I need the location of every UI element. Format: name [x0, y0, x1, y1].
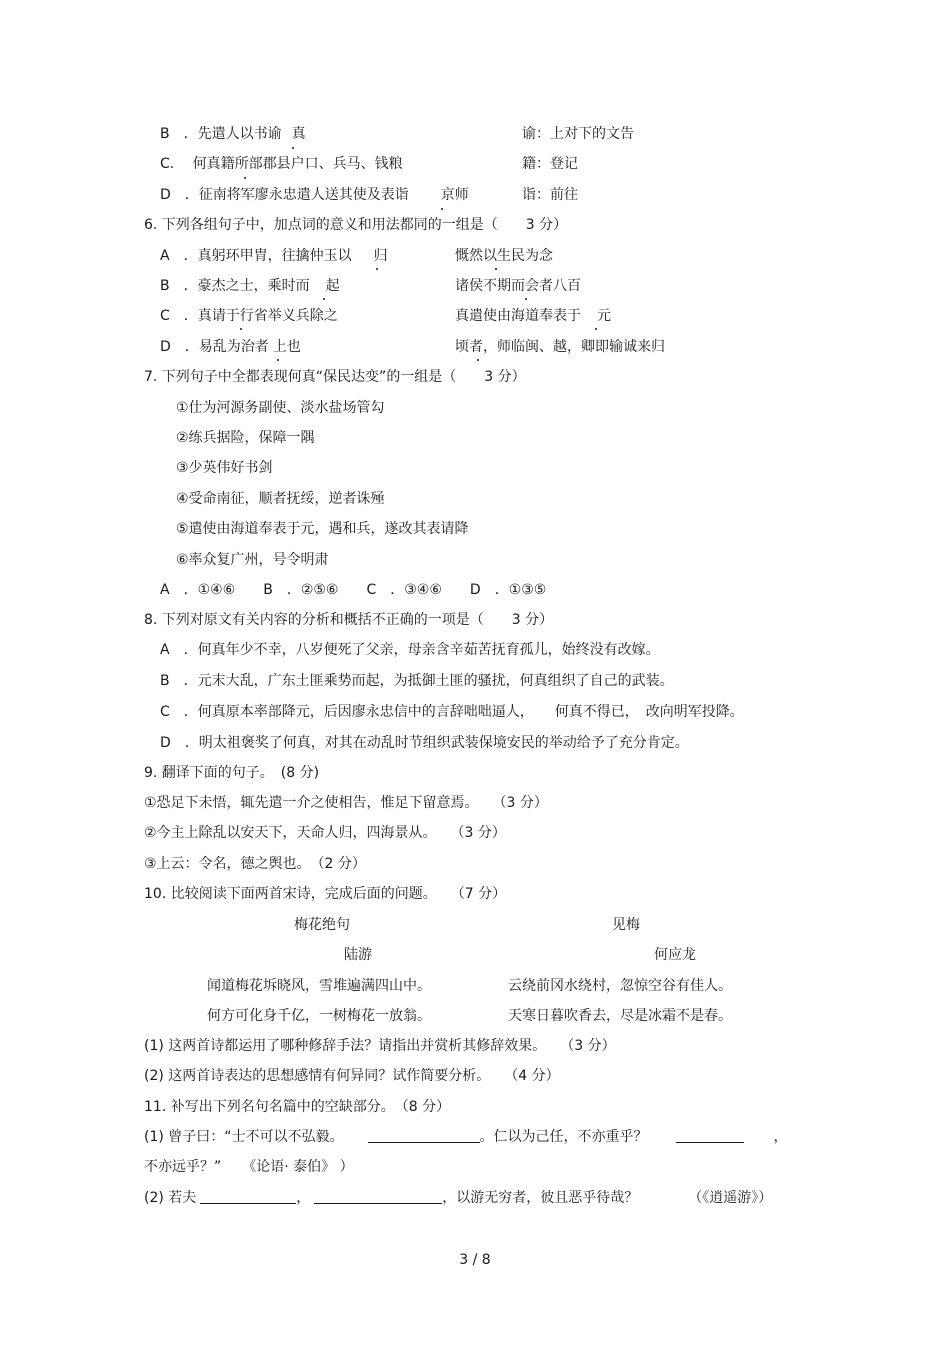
- q8-option-c: C ．何真原本率部降元，后因廖永忠信中的言辞咄咄逼人， 何真不得已， 改向明军投降。: [160, 704, 744, 720]
- poem-2-line-2: 天寒日暮吹香去，尽是冰霜不是春。: [508, 1008, 732, 1024]
- q6-option-b-right: 诸侯不期而会者八百: [455, 278, 581, 294]
- answer-blank[interactable]: [676, 1128, 744, 1143]
- q7-stem: 7. 下列句子中全都表现何真“保民达变”的一组是（ 3 分）: [144, 369, 526, 385]
- answer-blank[interactable]: [368, 1128, 480, 1143]
- q10-sub-2: (2) 这两首诗表达的思想感情有何异同？试作简要分析。 （4 分）: [144, 1068, 560, 1084]
- q6-option-c-right: 真遣使由海道奉表于 元: [455, 308, 611, 324]
- emphasis-dot: [495, 268, 497, 270]
- poem-1-author: 陆游: [344, 947, 372, 963]
- q7-options: A ．①④⑥ B ．②⑤⑥ C ．③④⑥ D ．①③⑤: [160, 582, 547, 598]
- page-number: 3 / 8: [459, 1252, 491, 1268]
- q7-item: ⑤遣使由海道奉表于元，遇和兵，遂改其表请降: [176, 521, 469, 537]
- emphasis-dot: [323, 298, 325, 300]
- emphasis-dot: [477, 359, 479, 361]
- q6-option-a: A ．真躬环甲胄，往擒仲玉以 归: [160, 248, 388, 264]
- q11-sub-2: (2) 若夫 ， ，以游无穷者，彼且恶乎待哉？ （《逍遥游》）: [144, 1190, 773, 1206]
- q11-stem: 11. 补写出下列名句名篇中的空缺部分。 （8 分）: [144, 1099, 451, 1115]
- q6-option-a-right: 慨然以生民为念: [455, 248, 553, 264]
- emphasis-dot: [244, 177, 246, 179]
- q5-option-b: B ．先遣人以书谕 真: [160, 126, 306, 142]
- emphasis-dot: [525, 298, 527, 300]
- q7-item: ①仕为河源务副使、淡水盐场管勾: [176, 400, 385, 416]
- poem-2-title: 见梅: [612, 917, 640, 933]
- q9-sentence-1: ①恐足下未悟，辄先遣一介之使相告，惟足下留意焉。 （3 分）: [144, 795, 548, 811]
- q5-option-c-note: 籍：登记: [522, 156, 578, 172]
- emphasis-dot: [376, 268, 378, 270]
- q5-option-d-note: 诣：前往: [522, 187, 578, 203]
- emphasis-dot: [292, 147, 294, 149]
- q10-stem: 10. 比较阅读下面两首宋诗，完成后面的问题。 （7 分）: [144, 886, 507, 902]
- answer-blank[interactable]: [314, 1189, 442, 1204]
- q6-option-b: B ．豪杰之士，乘时而 起: [160, 278, 340, 294]
- q6-option-c: C ．真请于行省举义兵除之: [160, 308, 338, 324]
- emphasis-dot: [240, 328, 242, 330]
- q8-option-a: A ．何真年少不幸，八岁便死了父亲，母亲含辛茹苦抚育孤儿，始终没有改嫁。: [160, 642, 660, 658]
- poem-1-line-2: 何方可化身千亿，一树梅花一放翁。: [207, 1008, 431, 1024]
- q5-option-c: C. 何真籍所部郡县户口、兵马、钱粮: [160, 156, 403, 172]
- q7-item: ④受命南征，顺者抚绥，逆者诛殛: [176, 491, 385, 507]
- q11-sub-1-cont: 不亦远乎？” 《论语· 泰伯》 ）: [144, 1159, 354, 1175]
- q8-option-d: D ．明太祖褒奖了何真，对其在动乱时节组织武装保境安民的举动给予了充分肯定。: [160, 735, 689, 751]
- poem-1-line-1: 闻道梅花坼晓风，雪堆遍满四山中。: [207, 978, 431, 994]
- emphasis-dot: [595, 328, 597, 330]
- poem-2-line-1: 云绕前冈水绕村，忽惊空谷有佳人。: [508, 978, 732, 994]
- q7-item: ⑥率众复广州，号令明肃: [176, 552, 329, 568]
- q5-option-b-note: 谕：上对下的文告: [522, 126, 634, 142]
- q10-sub-1: (1) 这两首诗都运用了哪种修辞手法？请指出并赏析其修辞效果。 （3 分）: [144, 1038, 616, 1054]
- q8-stem: 8. 下列对原文有关内容的分析和概括不正确的一项是（ 3 分）: [144, 612, 554, 628]
- emphasis-dot: [441, 208, 443, 210]
- poem-2-author: 何应龙: [654, 947, 696, 963]
- poem-1-title: 梅花绝句: [294, 917, 350, 933]
- q7-item: ②练兵据险，保障一隅: [176, 430, 315, 446]
- q6-option-d-right: 顷者，师临闽、越，卿即输诚来归: [455, 339, 665, 355]
- q9-stem: 9. 翻译下面的句子。 (8 分): [144, 765, 320, 781]
- q11-sub-1: (1) 曾子曰：“士不可以不弘毅。 。仁以为己任，不亦重乎？ ，: [144, 1129, 788, 1145]
- q6-option-d: D ．易乱为治者 上也: [160, 339, 301, 355]
- q7-item: ③少英伟好书剑: [176, 460, 273, 476]
- q6-stem: 6. 下列各组句子中，加点词的意义和用法都同的一组是（ 3 分）: [144, 217, 568, 233]
- emphasis-dot: [277, 359, 279, 361]
- q9-sentence-3: ③上云：令名，德之舆也。 （2 分）: [144, 856, 366, 872]
- q8-option-b: B ．元末大乱，广东土匪乘势而起，为抵御土匪的骚扰，何真组织了自己的武装。: [160, 673, 674, 689]
- q9-sentence-2: ②今主上除乱以安天下，天命人归，四海景从。 （3 分）: [144, 825, 506, 841]
- q5-option-d: D ．征南将军廖永忠遣人送其使及表诣 京师: [160, 187, 469, 203]
- answer-blank[interactable]: [200, 1189, 296, 1204]
